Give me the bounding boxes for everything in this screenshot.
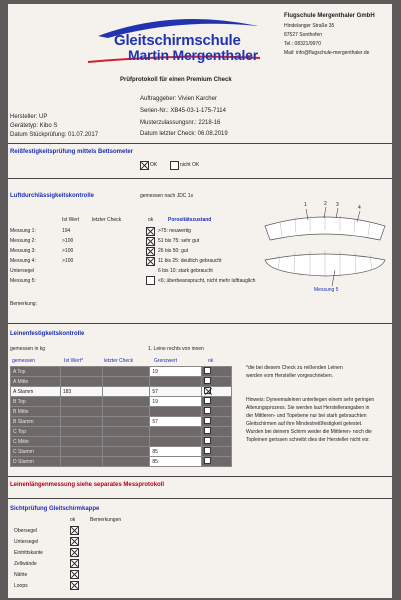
luft-row-checkbox[interactable] [146,276,155,285]
table-cell [60,367,102,377]
table-cell: 85 [150,447,202,457]
poro-scale-item: 11 bis 25: deutlich gebraucht [158,258,222,264]
table-row [11,407,232,417]
leinen-note: werden vom Hersteller vorgeschrieben. [246,373,333,379]
document-sheet [8,4,392,598]
auftraggeber: Auftraggeber: Vivien Karcher [140,96,217,102]
leinen-ok-checkbox[interactable] [204,457,211,464]
sicht-title: Sichtprüfung Gleitschirmkappe [10,506,100,512]
luft-row-value: >100 [62,258,74,264]
poro-scale-item: >75: neuwertig [158,228,191,234]
sicht-ok-checkbox[interactable] [70,581,79,590]
sicht-ok-checkbox[interactable] [70,526,79,535]
company-phone: Tel.: 08321/9970 [284,41,321,47]
leinen-ok-checkbox[interactable] [204,437,211,444]
table-cell [150,437,202,447]
table-cell [202,457,232,467]
leinen-ok-checkbox[interactable] [204,427,211,434]
table-cell [202,407,232,417]
table-cell: 19 [150,367,202,377]
leinen-table [10,366,232,467]
hinweis-line: der Mittleren- und Topebene nur bei stark gebrauchten [246,413,367,419]
sicht-ok-checkbox[interactable] [70,548,79,557]
sicht-row-label: Zellwände [14,561,37,567]
luft-row-label: Messung 4: [10,258,36,264]
diagram-number: 4 [358,205,361,211]
luft-col-poro: Porositätszustand [168,217,212,223]
sicht-row-label: Untersegel [14,539,39,545]
luft-row-checkbox[interactable] [146,257,155,266]
diagram-number: 1 [304,202,307,208]
table-cell [202,437,232,447]
luft-row-value: >100 [62,248,74,254]
sicht-row-label: Obersegel [14,528,38,534]
luft-row-label: Messung 2: [10,238,36,244]
luft-row-label: Messung 1: [10,228,36,234]
leinen-ok-checkbox[interactable] [204,387,211,394]
leinen-header: Grenzwert [154,358,178,364]
leinen-ok-checkbox[interactable] [204,377,211,384]
table-cell: A Mitte [11,377,61,387]
divider [8,323,392,324]
leinen-header-row [10,358,232,366]
table-cell: A Top [11,367,61,377]
sicht-row-label: Nähte [14,572,28,578]
table-cell: 183 [60,387,102,397]
table-cell: C Mitte [11,437,61,447]
document-title: Prüfprotokoll für einen Premium Check [120,77,232,83]
hinweis-line: Hinweis: Dyneemaleinen unterliegen einem sehr geringen [246,397,375,403]
table-cell: B Stamm [11,417,61,427]
leinen-ok-checkbox[interactable] [204,407,211,414]
table-cell [202,367,232,377]
leinen-gemessen: gemessen in kg [10,346,46,352]
luft-col-letzter: letzter Check [92,217,122,223]
table-cell [202,387,232,397]
table-cell: B Top [11,397,61,407]
bettsometer-ok-checkbox[interactable] [140,161,149,170]
leinen-title: Leinenfestigkeitskontrolle [10,331,85,337]
divider [8,498,392,499]
luft-col-ist: Ist Wert [62,217,80,223]
leinen-ok-checkbox[interactable] [204,447,211,454]
table-cell [150,377,202,387]
sicht-row-label: Loops [14,583,28,589]
sicht-ok-checkbox[interactable] [70,537,79,546]
sicht-ok-checkbox[interactable] [70,559,79,568]
glider-diagram-icon [260,200,390,300]
table-cell [150,427,202,437]
hersteller: Hersteller: UP [10,114,48,120]
table-cell [60,377,102,387]
table-cell [102,437,150,447]
poro-scale-item: 6 bis 10: stark gebraucht [158,268,213,274]
luft-bemerkung: Bemerkung: [10,301,37,307]
table-cell [102,417,150,427]
table-row [11,377,232,387]
poro-scale-item: 51 bis 75: sehr gut [158,238,200,244]
datum-stueckpruefung: Datum Stückprüfung: 01.07.2017 [10,132,99,138]
leinen-ok-checkbox[interactable] [204,367,211,374]
table-cell [102,397,150,407]
geraetetyp: Gerätetyp: Kibo S [10,123,58,129]
table-cell [60,417,102,427]
bettsometer-not-ok-checkbox[interactable] [170,161,179,170]
table-cell [60,407,102,417]
company-address2: 87527 Sonthofen [284,32,323,38]
luft-row-label: Messung 3: [10,248,36,254]
leinen-note: *die bei diesem Check zu reißenden Leinen [246,365,343,371]
table-cell: 85 [150,457,202,467]
table-row [11,387,232,397]
bettsometer-title: Reißfestigkeitsprüfung mittels Bettsometer [10,149,134,155]
company-name: Flugschule Mergenthaler GmbH [284,13,375,19]
leinen-header: gemessen [12,358,36,364]
table-cell [102,407,150,417]
diagram-number: 3 [336,202,339,208]
table-row [11,427,232,437]
laengen-title: Leinenlängenmessung siehe separates Messprotokoll [10,482,165,488]
luft-row-checkbox[interactable] [146,227,155,236]
luft-row-value: 194 [62,228,71,234]
divider [8,143,392,144]
table-cell: C Stamm [11,447,61,457]
diagram-number: 2 [324,201,327,207]
luft-row-checkbox[interactable] [146,247,155,256]
table-cell [102,427,150,437]
logo-line2: Martin Mergenthaler [128,47,258,63]
table-cell [102,457,150,467]
table-cell [60,427,102,437]
sicht-row-label: Eintrittskante [14,550,43,556]
diagram-caption: Messung 5 [314,287,339,293]
table-cell [102,367,150,377]
leinen-leine-text: 1. Leine rechts von innen [148,346,204,352]
table-cell [60,437,102,447]
table-row [11,437,232,447]
table-cell: 57 [150,387,202,397]
table-cell [60,447,102,457]
luft-row-checkbox[interactable] [146,237,155,246]
luft-row-label: Untersegel [10,268,35,274]
hinweis-line: Gleitschirmen auf ihre Mindestreißfestigkeit getestet. [246,421,363,427]
table-row [11,367,232,377]
table-row [11,447,232,457]
poro-scale-item: <6: überbeansprucht, nicht mehr lufttauglich [158,278,256,284]
letzter-check: Datum letzter Check: 06.08.2019 [140,131,228,137]
hinweis-line: Topleinen gerissen schreibt dies der Hersteller nicht vor. [246,437,370,443]
sicht-col-bem: Bemerkungen [90,517,122,523]
table-cell [60,397,102,407]
table-cell [202,417,232,427]
leinen-ok-checkbox[interactable] [204,397,211,404]
table-cell [60,457,102,467]
luft-gemessen: gemessen nach JDC 1s [140,193,194,199]
leinen-header: letzter Check [104,358,134,364]
table-cell: B Mitte [11,407,61,417]
table-cell: 19 [150,397,202,407]
table-cell [150,407,202,417]
luft-row-label: Messung 5: [10,278,36,284]
serien-nr: Serien-Nr.: XB45-03-1-175-7114 [140,108,226,114]
luft-col-ok: ok [148,217,154,223]
table-cell [102,377,150,387]
divider [8,476,392,477]
musterzulassung: Musterzulassungsnr.: 2218-16 [140,120,221,126]
logo-line1: Gleitschirmschule [114,32,241,49]
table-cell [202,427,232,437]
company-mail: Mail: info@flugschule-mergenthaler.de [284,50,370,56]
table-cell: A Stamm [11,387,61,397]
table-cell: C Top [11,427,61,437]
table-cell [202,397,232,407]
sicht-ok-checkbox[interactable] [70,570,79,579]
table-row [11,457,232,467]
divider [8,178,392,179]
sicht-col-ok: ok [70,517,76,523]
table-row [11,397,232,407]
table-cell [202,447,232,457]
bettsometer-ok-label: OK [150,162,158,168]
bettsometer-not-ok-label: nicht OK [180,162,200,168]
leinen-header: Ist Wert* [64,358,84,364]
table-cell [102,447,150,457]
table-cell: D Stamm [11,457,61,467]
leinen-header: ok [208,358,214,364]
table-cell [202,377,232,387]
logo [78,14,268,64]
table-row [11,417,232,427]
luft-title: Luftdurchlässigkeitskontrolle [10,193,95,199]
hinweis-line: Alterungsprozess. Sie werden laut Herstellerangaben in [246,405,370,411]
hinweis-line: Wurden bei deinem Schirm weder die Mittleren- noch die [246,429,372,435]
table-cell: 57 [150,417,202,427]
poro-scale-item: 26 bis 50: gut [158,248,189,254]
leinen-ok-checkbox[interactable] [204,417,211,424]
table-cell [102,387,150,397]
luft-row-value: >100 [62,238,74,244]
company-address1: Hindelanger Straße 35 [284,23,335,29]
